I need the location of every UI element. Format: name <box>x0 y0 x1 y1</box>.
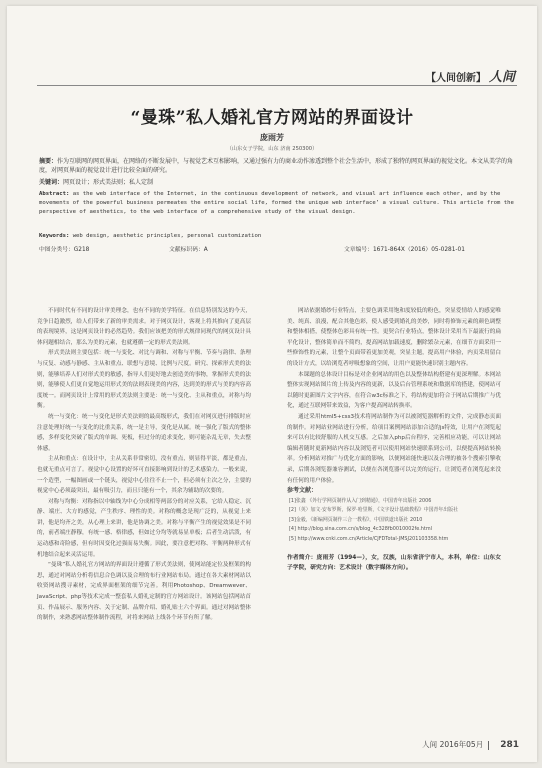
body-paragraph: 形式美法则主要包括：统一与变化、对比与调和、对称与平衡、节奏与韵律、条理与反复、动感与静感、主从和重点、联想与意境、比例与尺度。研究、探索形式美的法则，能够培养人们对形式美的敏感，指导人们更好地去创造美的事物，掌握形式美的法则，能够使人们更自觉地运用形式美的法则表现美的内容，达到美的形式与美的内容高度统一。而网页设计上常用的形式美法则主要是：统一与变化、主从和重点，对称与均衡。 <box>37 350 251 410</box>
page-number: 281 <box>500 740 519 750</box>
footer-divider <box>488 741 489 750</box>
column-tag: 【人间创新】 <box>425 73 486 84</box>
footer-journal: 人间 <box>422 740 438 749</box>
article-title: “曼珠”私人婚礼官方网站的界面设计 <box>130 108 414 128</box>
body-paragraph: 对称与均衡：对称指以中轴线为中心分成相等两部分的对应关系，它给人稳定、沉静、端庄、大方的感觉，产生秩序、理性的美。对称的概念是现广泛的，从视觉上来讲，他是均齐之美，从心理上来讲，他是协调之美。对称与平衡产生的视觉效果是不同的，前者端庄静穆，有统一感、格律感，但如过分均等就易显单板；后者生动活泼，有运动感和奇险感，但有时因变化过强而易失衡。因此，要注意把对称、平衡两种形式有机地结合起来灵活运用。 <box>37 498 251 558</box>
abstract-cn <box>39 157 517 175</box>
references-title: 参考文献： <box>287 487 318 495</box>
body-paragraph: 统一与变化：统一与变化是形式美法则的最高级形式，我们在对网页进行排版时应注意处理好统一与变化的比重关系，统一是主导，变化是从属。统一强化了版式的整体感，多样变化突破了版式的单调、死板，但过分的追求变化，则可能杂乱无章，失去整体感。 <box>37 413 251 452</box>
author-bio: 作者简介：庞雨芳（1994—），女，汉族，山东省济宁市人，本科，单位：山东女子学院，研究方向：艺术设计（数字媒体方向）。 <box>287 554 501 571</box>
abstract-en <box>39 190 517 218</box>
abstract-cn-text: 作为互联网的网页界面，在网络的不断发展中，与视觉艺术互相影响，又通过强有力的商业动作渗透到整个社会生活中，形成了独特的网页界面的视觉文化。本文从美学的角度，对网页界面的视觉设计进行比较全面的研究。 <box>39 158 514 175</box>
column-header <box>426 66 515 85</box>
abstract-cn-label: 摘要： <box>39 158 58 165</box>
reference-item: [5] http://www.cnki.com.cn/Article/CJFDTotal-JMSJ201103358.htm <box>289 536 449 543</box>
abstract-en-text: as the web interface of the Internet, in the continuous development of network, and visual art influence each other, and by the movements of the powerful business permeates the entire social life, formed the unique web interface’ a visual culture. This article from the perspective of aesthetics, to the web interface of a comprehensive study of the visual design. <box>39 191 514 216</box>
footer-issue: 2016年05月 <box>439 740 484 749</box>
keywords-en <box>39 232 517 241</box>
abstract-en-label: Abstract: <box>39 191 70 197</box>
body-paragraph: 本课题的总体设计目标是对企业网站的用色以及整体结构搭建有更深理解。本网站整体实现网站图片的上传及内容的更新，以及后台管理系统和数据库的搭建，使网站可以随时更新图片文字内容，在符合w3c标准之下，将结构更加符合于网站后期推广与优化，通过互联网带来效益，为客户提高网站转换率。 <box>287 371 501 410</box>
left-column <box>37 306 251 624</box>
header-divider <box>37 85 517 86</box>
right-column <box>287 306 501 573</box>
journal-script-logo: 人间 <box>488 70 515 85</box>
reference-item: [3]金毅，《新编网页制作三合一教程》，中国铁道出版社 2010 <box>289 516 423 523</box>
reference-item: [1]张鑫 《外行学网页制作从入门到精通》，中国青年出版社 2006 <box>289 497 432 504</box>
page-footer <box>422 739 519 750</box>
keywords-cn-text: 网页设计；形式美法则；私人定制 <box>63 179 154 186</box>
author-affiliation: （山东女子学院，山东 济南 250300） <box>226 146 318 152</box>
keywords-en-label: Keywords: <box>39 233 70 239</box>
body-paragraph: 网站依据婚纱行业特点，主要色调采用饱和度较低的粉色，突显爱情给人的感觉唯美、纯真、浪漫，配合其他色彩，使人感受到婚礼的美妙，同时将修饰元素的颜色调整和整体相搭，使整体色彩具有统一性。更契合行业特点，整体设计采用当下最流行的扁平化设计，整体简单而不简约，提高网站加载速度，删除繁杂元素，在细节方面采用一些修饰性的元素，让整个页面带着更加美观，突显主题，提高用户体验，内页采用留白的设计方式，以给浏览者呼吸想象的空间，让用户更能快速识别主题内容。 <box>287 308 501 367</box>
body-paragraph: “曼珠”私人婚礼官方网站的界面设计遵循了形式美法则，使网站能定位及框架的构思，通过对网站分析将信息合色调以及合理的布行业网站布局。通过在各大素材网站以收资网站搜寻素材，完成界面框架的细节完善。利用Photoshop、Dreamwever、JavaScript、php等技术完成一整套私人婚礼定制的官方网站设计。该网站包括网站首页、作品展示、服务内容、关于定制、品牌介绍、婚礼贴士六个界面。通过对网站整体的制作，来熟悉网站整体制作流程，对将来网站上线各个环节有所了解。 <box>37 562 251 622</box>
keywords-cn-label: 关键词： <box>39 179 64 186</box>
keywords-cn <box>39 178 517 187</box>
document-code: 文献标识码：A <box>169 247 208 253</box>
body-paragraph: 不同时代有不同的设计审美理念，也有不同的美学特征。在信息特别发达的今天，竞争日趋激烈，给人们带来了新的审美需求。对于网页设计，客观上将其推向了更高层的表现境界，这是网页设计的必然趋势。我们应该把美的形式规律同现代的网页设计具体问题相结合，那么为美的元素，也就遵循一定的形式美法则。 <box>37 308 251 346</box>
article-author: 庞雨芳 <box>260 133 284 142</box>
journal-page <box>7 6 537 762</box>
article-number: 文章编号：1671-864X（2016）05-0281-01 <box>344 247 465 253</box>
keywords-en-text: web design, aesthetic principles, personal customization <box>72 233 262 239</box>
body-paragraph: 主从和重点：在设计中，主从关系非常密切，没有重点，则显得平淡，都是重点，也就无重点可言了。视觉中心设置的好坏可直接影响到设计的艺术感染力。一般来说，一个造型，一幅图画或一个链头，视觉中心往往不止一个，但必须有主次之分，主要的视觉中心必须最突出，最有吸引力，而且只能有一个，其余为辅助的次要的。 <box>37 456 251 495</box>
body-paragraph: 通过采用html5+css3技术将网站制作为可以被浏览器解析的文件，完成静态页面的制作。对网站业网站进行分析，给项目案例网站添加合适的js特效，让用户在浏览起来可以有比较舒服的人机交互感。之后加入php后台程序，完善相应功能，可以让网站编辑者随时更新网站内容以及浏览者可以使用网站快速联系到公司，以便提高网站转换率。分析网站对推广与优化方面的影响，以便网站能快速以及合理的被各个搜索引擎收录，后期各浏览器兼容测试，以便在各浏览器可以完美的运行，让浏览者在浏览起来没有任何的用户体验。 <box>287 413 501 484</box>
reference-item: [4] http://blog.sina.com.cn/s/blog_4c328fb0010002fe.html <box>289 526 432 533</box>
reference-item: [2]（英）加文·安布罗斯，保罗·哈里斯，《文字设计基础教程》中国青年出版社 <box>289 507 458 514</box>
clc-number: 中图分类号：G218 <box>39 247 90 253</box>
